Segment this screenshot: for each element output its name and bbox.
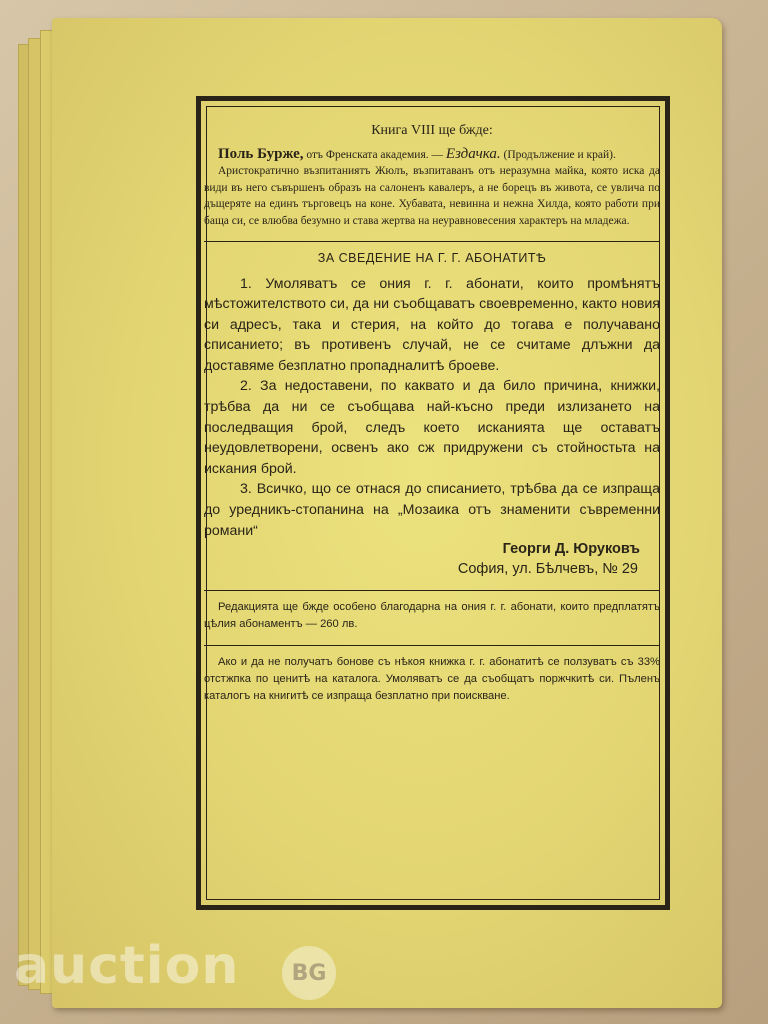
book-title-note: (Продължение и край). — [500, 148, 616, 161]
author-affiliation: отъ Френската академия. — — [303, 148, 446, 161]
notice-item: 1. Умоляватъ се ония г. г. абонати, които промѣнятъ мѣстожителството си, да ни съобщаватъ своевременно, както новия си адресъ, така и стерия, на който до тогава е получавано списанието; въ противенъ случай, не се считаме длъжни да доставяме безплатно пропадналитѣ броеве. — [204, 275, 660, 374]
book-title: Ездачка. — [445, 145, 501, 162]
discount-note — [204, 654, 660, 705]
signature-name: Георги Д. Юруковъ — [502, 541, 640, 558]
section-divider — [204, 590, 660, 591]
section-divider — [204, 241, 660, 242]
book-description: Аристократично възпитаниятъ Жюлъ, възпитаванъ отъ неразумна майка, която иска да види въ него съвършенъ образъ на салоненъ кавалеръ, а не борецъ въ живота, се увлича по дъщеряте на единъ търговецъ на коне. Хубавата, невинна и нежна Хилда, която работи при баща си, се влюбва безумно и става жертва на неуравновесения характеръ на младежа. — [204, 165, 660, 227]
watermark-badge: BG — [282, 946, 336, 1000]
gratitude-note — [204, 599, 660, 633]
notice-item: 2. За недоставени, по каквато и да било причина, книжки, трѣбва да ни се съобщава най-късно преди излизането на последващия брой, следъ което исканията ще оставатъ неудовлетворени, освенъ ако сж придружени съ стойностьта на искания брой. — [204, 378, 660, 477]
section-divider — [204, 645, 660, 646]
notice-heading: ЗА СВЕДЕНИЕ НА Г. Г. АБОНАТИТѢ — [317, 251, 547, 265]
signature-address: София, ул. Бѣлчевъ, № 29 — [457, 560, 638, 577]
notice-content — [204, 118, 660, 705]
watermark-text: auction — [14, 936, 240, 996]
next-book-summary — [204, 146, 660, 230]
gratitude-text: Редакцията ще бжде особено благодарна на ония г. г. абонати, които предплатятъ цѣлия абонаментъ — 260 лв. — [204, 601, 660, 631]
discount-text: Ако и да не получатъ бонове съ нѣкоя книжка г. г. абонатитѣ се ползуватъ съ 33% отстжпка по ценитѣ на каталога. Умоляватъ се да съобщатъ поржчкитѣ си. Пъленъ каталогъ на книгитѣ се изпраща безплатно при поискване. — [204, 656, 660, 703]
next-book-heading: Книга VIII ще бжде: — [371, 123, 493, 138]
notice-item: 3. Всичко, що се отнася до списанието, трѣбва да се изпраща до уредникъ-стопанина на „Мозаика отъ знаменити съвременни романи“ — [204, 481, 660, 539]
author-name: Поль Бурже, — [218, 145, 304, 162]
notice-items — [204, 274, 660, 542]
next-book-title-line — [204, 146, 660, 164]
